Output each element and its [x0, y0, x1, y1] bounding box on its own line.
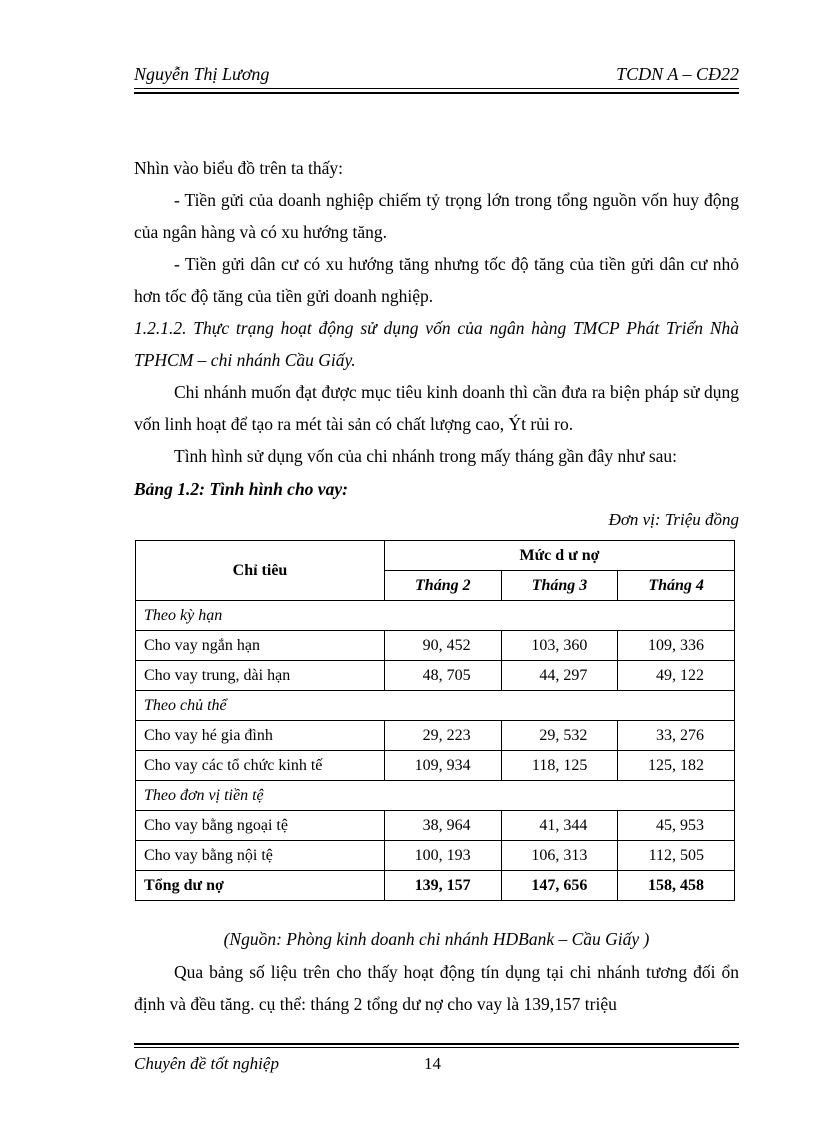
- cell-value: 48, 705: [385, 661, 502, 691]
- total-value: 139, 157: [385, 871, 502, 901]
- page-footer: [134, 1054, 739, 1078]
- unit-label: Đơn vị: Triệu đồng: [608, 510, 739, 529]
- month-header: Tháng 3: [501, 571, 618, 601]
- month-header: Tháng 4: [618, 571, 735, 601]
- paragraph-bullet-1: - Tiền gửi của doanh nghiệp chiếm tỷ trọng lớn trong tổng nguồn vốn huy động của ngân hàng và có xu hướng tăng.: [134, 190, 739, 242]
- group-title: Theo đơn vị tiền tệ: [136, 781, 735, 811]
- month-header: Tháng 2: [385, 571, 502, 601]
- cell-value: 100, 193: [385, 841, 502, 871]
- cell-value: 33, 276: [618, 721, 735, 751]
- cell-value: 45, 953: [618, 811, 735, 841]
- table-row: [136, 631, 735, 661]
- cell-value: 29, 223: [385, 721, 502, 751]
- group-row: [136, 601, 735, 631]
- paragraph-intro: Nhìn vào biểu đồ trên ta thấy:: [134, 158, 343, 178]
- cell-value: 112, 505: [618, 841, 735, 871]
- cell-value: 29, 532: [501, 721, 618, 751]
- paragraph-bullet-2: - Tiền gửi dân cư có xu hướng tăng nhưng tốc độ tăng của tiền gửi dân cư nhỏ hơn tốc độ tăng của tiền gửi doanh nghiệp.: [134, 254, 739, 306]
- cell-value: 41, 344: [501, 811, 618, 841]
- row-label: Cho vay các tổ chức kinh tế: [136, 751, 385, 781]
- table-title: Bảng 1.2: Tình hình cho vay:: [134, 479, 348, 499]
- footer-rule-top: [134, 1043, 739, 1045]
- footer-title: Chuyên đề tốt nghiệp: [134, 1054, 279, 1073]
- cell-value: 118, 125: [501, 751, 618, 781]
- row-label: Cho vay trung, dài hạn: [136, 661, 385, 691]
- cell-value: 90, 452: [385, 631, 502, 661]
- cell-value: 106, 313: [501, 841, 618, 871]
- group-row: [136, 781, 735, 811]
- loan-table: [135, 540, 735, 901]
- row-label: Cho vay ngắn hạn: [136, 631, 385, 661]
- col-group-header: Mức d ư nợ: [385, 541, 735, 571]
- table-row: [136, 721, 735, 751]
- table-row: [136, 751, 735, 781]
- cell-value: 103, 360: [501, 631, 618, 661]
- cell-value: 38, 964: [385, 811, 502, 841]
- paragraph-usage: Tình hình sử dụng vốn của chi nhánh trong mấy tháng gần đây như sau:: [174, 446, 678, 466]
- header-rule-top: [134, 88, 739, 89]
- header-author: Nguyễn Thị Lương: [134, 64, 270, 84]
- total-row: [136, 871, 735, 901]
- cell-value: 49, 122: [618, 661, 735, 691]
- cell-value: 125, 182: [618, 751, 735, 781]
- row-label: Cho vay bằng nội tệ: [136, 841, 385, 871]
- row-label: Cho vay bằng ngoại tệ: [136, 811, 385, 841]
- header-class-code: TCDN A – CĐ22: [616, 64, 739, 84]
- footer-rule-bottom: [134, 1047, 739, 1048]
- table-source: (Nguồn: Phòng kinh doanh chi nhánh HDBank – Cầu Giấy ): [223, 929, 650, 949]
- group-title: Theo kỳ hạn: [136, 601, 735, 631]
- paragraph-objective: Chi nhánh muốn đạt được mục tiêu kinh doanh thì cần đưa ra biện pháp sử dụng vốn linh hoạt để tạo ra mét tài sản có chất lượng cao, Ýt rủi ro.: [134, 382, 739, 434]
- header-rule-bottom: [134, 92, 739, 94]
- row-label: Cho vay hé gia đình: [136, 721, 385, 751]
- table-row: [136, 841, 735, 871]
- table-row: [136, 811, 735, 841]
- group-row: [136, 691, 735, 721]
- total-label: Tổng dư nợ: [136, 871, 385, 901]
- cell-value: 44, 297: [501, 661, 618, 691]
- table-header-row: [136, 541, 735, 571]
- total-value: 158, 458: [618, 871, 735, 901]
- cell-value: 109, 934: [385, 751, 502, 781]
- section-heading: 1.2.1.2. Thực trạng hoạt động sử dụng vốn của ngân hàng TMCP Phát Triển Nhà TPHCM – chi nhánh Cầu Giấy.: [134, 318, 739, 370]
- group-title: Theo chủ thể: [136, 691, 735, 721]
- paragraph-analysis: Qua bảng số liệu trên cho thấy hoạt động tín dụng tại chi nhánh tương đối ổn định và đều tăng. cụ thể: tháng 2 tổng dư nợ cho vay là 139,157 triệu: [134, 962, 739, 1014]
- total-value: 147, 656: [501, 871, 618, 901]
- col-indicator-header: Chỉ tiêu: [136, 541, 385, 601]
- cell-value: 109, 336: [618, 631, 735, 661]
- page-header: [134, 64, 739, 86]
- page-number: 14: [424, 1054, 441, 1073]
- table-row: [136, 661, 735, 691]
